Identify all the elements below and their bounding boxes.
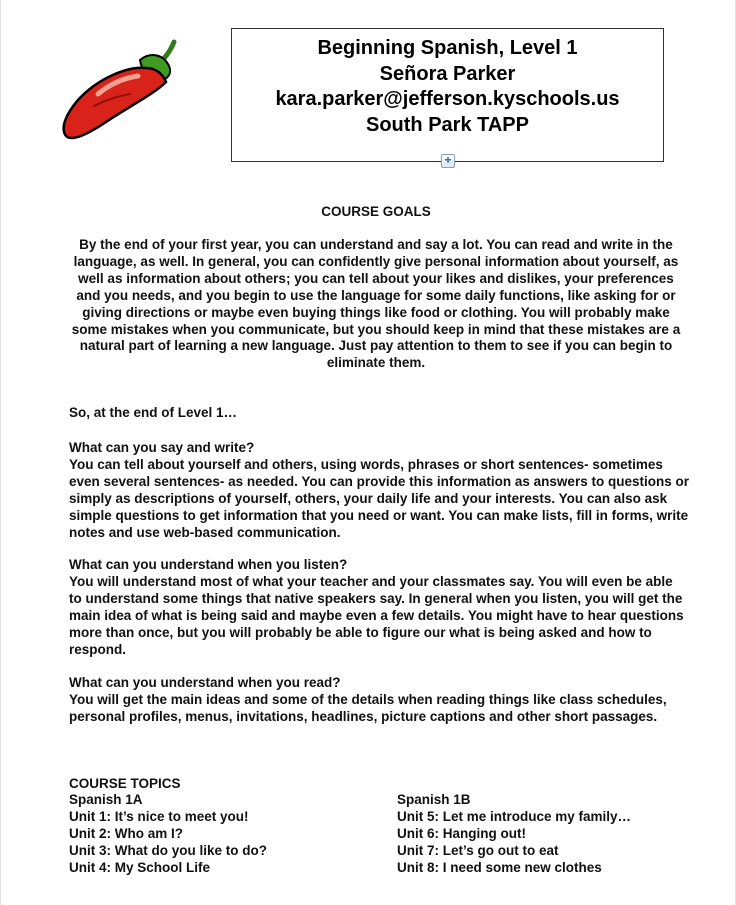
unit-item: Unit 1: It’s nice to meet you! (69, 808, 249, 824)
school-name: South Park TAPP (366, 113, 529, 136)
course-title: Beginning Spanish, Level 1 (317, 37, 578, 59)
unit-item: Unit 2: Who am I? (69, 825, 183, 841)
say-write-section (69, 440, 689, 541)
unit-item: Unit 4: My School Life (69, 859, 211, 875)
read-answer: You will get the main ideas and some of the details when reading things like class schedules, personal profiles, menus, invitations, headlines, picture captions and other short passages. (69, 691, 667, 724)
course-header-box (231, 28, 664, 162)
goals-paragraph: By the end of your first year, you can understand and say a lot. You can read and write in the language, as well. In general, you can confidently give personal information about yourself, as well as information about others; you can tell about your likes and dislikes, your preferences and you needs, and you begin to use the language for some daily functions, like asking for or giving directions or maybe even buying things like food or clothing. You will probably make some mistakes when you communicate, but you should keep in mind that these mistakes are a natural part of learning a new language. Just pay attention to them to see if you can begin to eliminate them. (71, 237, 681, 371)
unit-item: Unit 3: What do you like to do? (69, 842, 267, 858)
intro-line: So, at the end of Level 1… (69, 405, 238, 420)
say-write-answer: You can tell about yourself and others, using words, phrases or short sentences- sometimes even several sentences- as needed. You can provide this information as answers to questions or simply as descriptions of yourself, others, your daily life and your interests. You can also ask simple questions to get information that you need or want. You can make lists, fill in forms, write notes and use web-based communication. (69, 456, 689, 540)
spanish-1a-title: Spanish 1A (69, 792, 143, 807)
spanish-1b-title: Spanish 1B (397, 792, 471, 807)
unit-item: Unit 7: Let’s go out to eat (397, 842, 559, 858)
unit-item: Unit 8: I need some new clothes (397, 859, 602, 875)
unit-item: Unit 5: Let me introduce my family… (397, 808, 632, 824)
listen-question: What can you understand when you listen? (69, 557, 348, 572)
spanish-1a-column (69, 792, 267, 877)
goals-heading: COURSE GOALS (321, 204, 431, 219)
read-section (69, 675, 689, 726)
teacher-email: kara.parker@jefferson.kyschools.us (275, 88, 620, 110)
say-write-question: What can you say and write? (69, 440, 255, 455)
expand-plus-icon[interactable]: + (441, 154, 455, 168)
chili-pepper-icon (58, 38, 182, 142)
teacher-name: Señora Parker (379, 62, 516, 85)
listen-answer: You will understand most of what your teacher and your classmates say. You will even be able to understand some things that native speakers say. In general when you listen, you will get the main idea of what is being said and maybe even a few details. You might have to hear questions more than once, but you will probably be able to figure our what is being asked and how to respond. (69, 573, 684, 657)
unit-item: Unit 6: Hanging out! (397, 825, 526, 841)
spanish-1b-column (397, 792, 631, 877)
read-question: What can you understand when you read? (69, 675, 341, 690)
topics-heading: COURSE TOPICS (69, 776, 181, 791)
listen-section (69, 557, 689, 658)
